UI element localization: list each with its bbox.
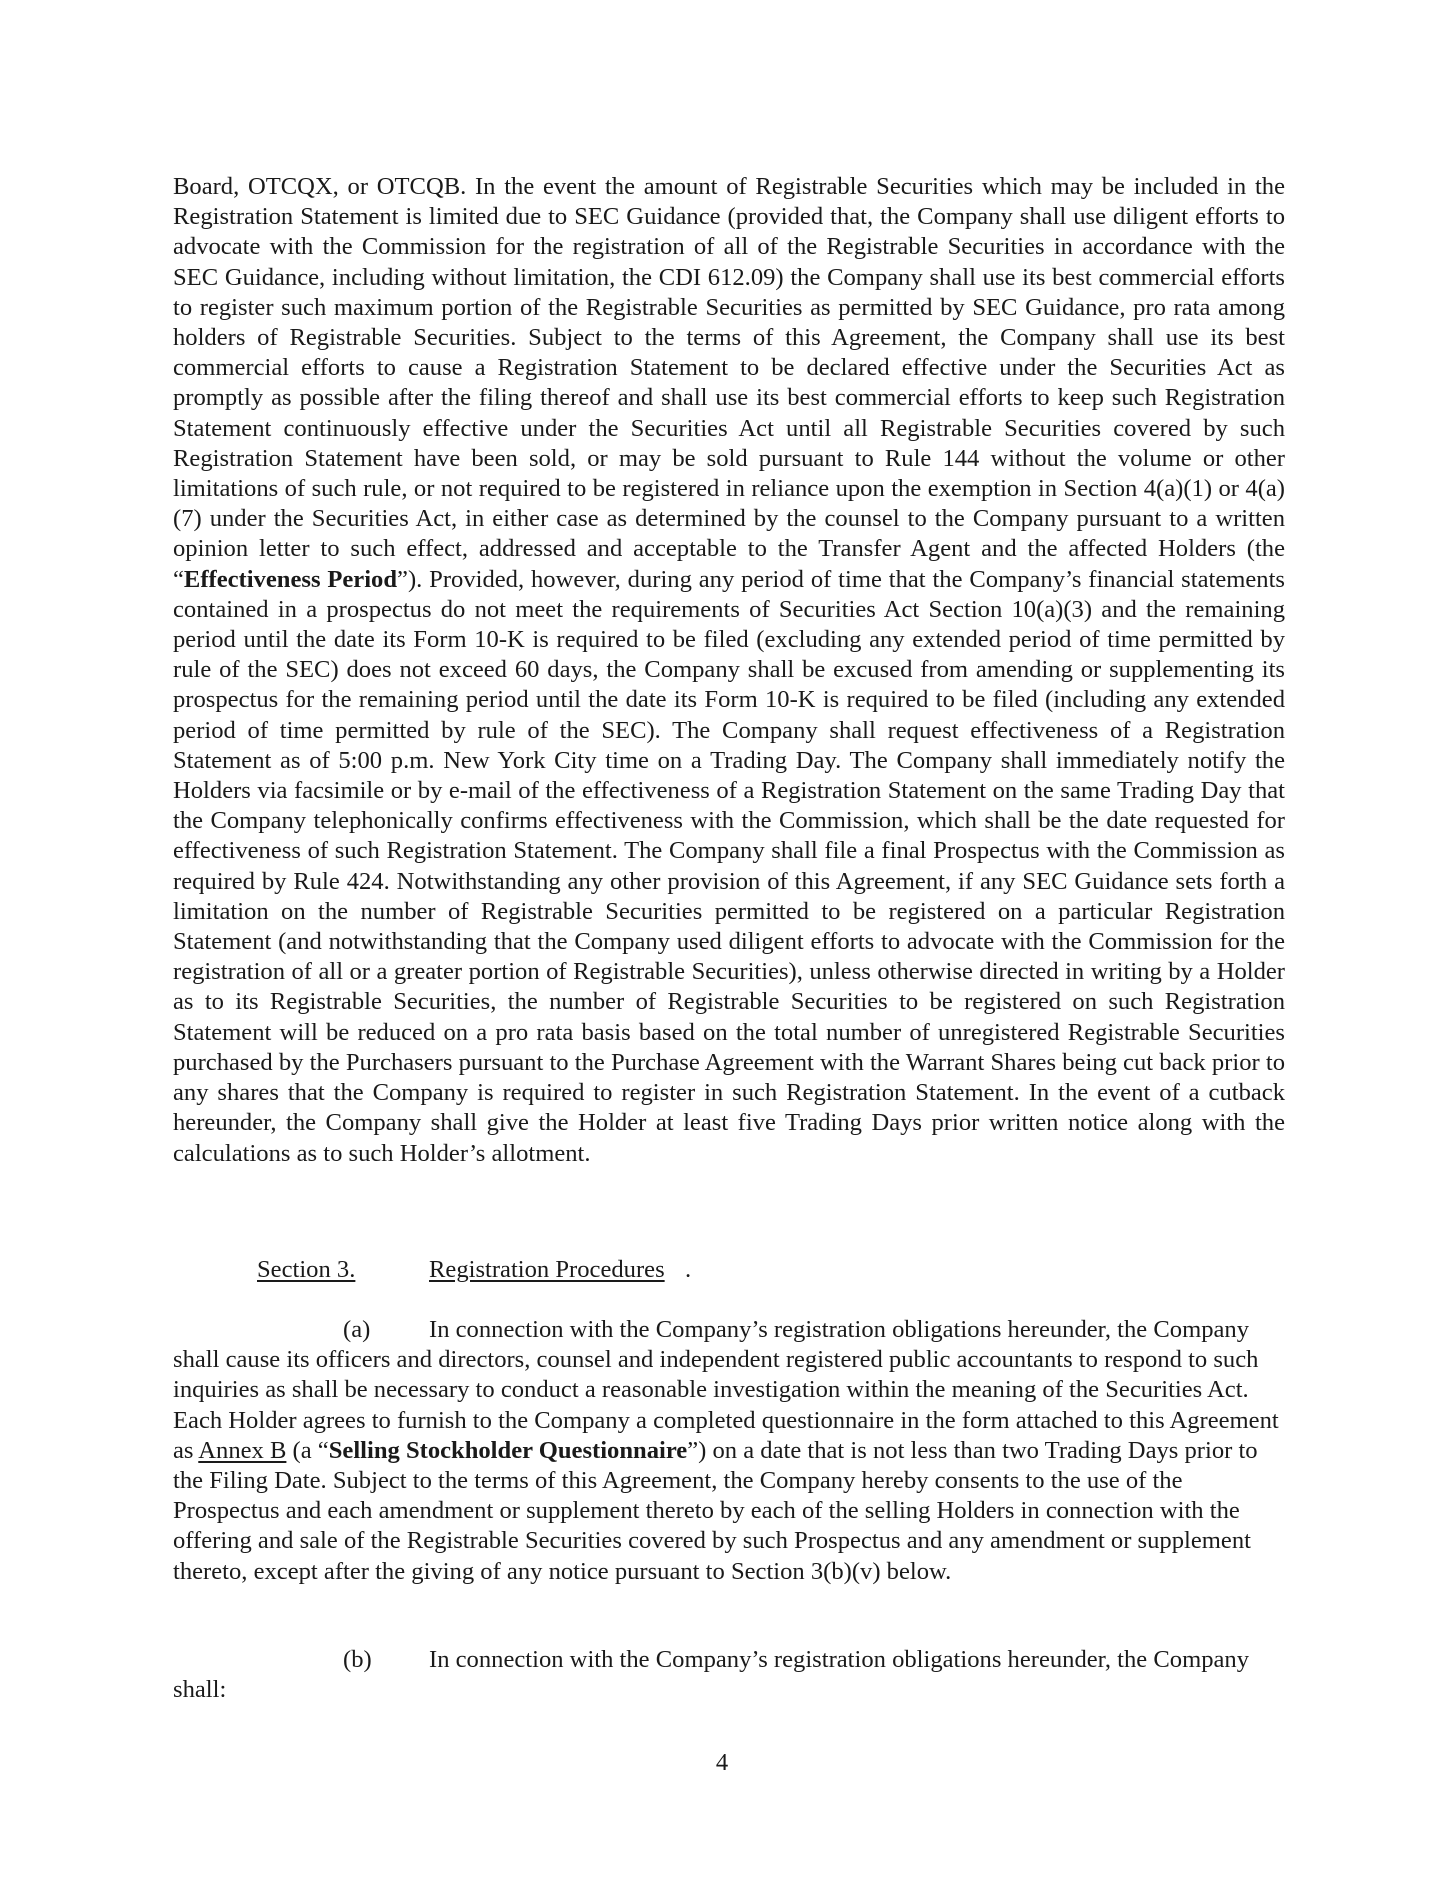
main-paragraph-text-end: ”). Provided, however, during any period of time that the Company’s financial statements contained in a prospectus do not meet the requirements of Securities Act Section 10(a)(3) and the remaining period until the date its Form 10-K is required to be filed (excluding any extended period of time permitted by rule of the SEC) does not exceed 60 days, the Company shall be excused from amending or supplementing its prospectus for the remaining period until the date its Form 10-K is required to be filed (including any extended period of time permitted by rule of the SEC). The Company shall request effectiveness of a Registration Statement as of 5:00 p.m. New York City time on a Trading Day. The Company shall immediately notify the Holders via facsimile or by e-mail of the effectiveness of a Registration Statement on the same Trading Day that the Company telephonically confirms effectiveness with the Commission, which shall be the date requested for effectiveness of such Registration Statement. The Company shall file a final Prospectus with the Commission as required by Rule 424. Notwithstanding any other provision of this Agreement, if any SEC Guidance sets forth a limitation on the number of Registrable Securities permitted to be registered on a particular Registration Statement (and notwithstanding that the Company used diligent efforts to advocate with the Commission for the registration of all or a greater portion of Registrable Securities), unless otherwise directed in writing by a Holder as to its Registrable Securities, the number of Registrable Securities to be registered on such Registration Statement will be reduced on a pro rata basis based on the total number of unregistered Registrable Securities purchased by the Purchasers pursuant to the Purchase Agreement with the Warrant Shares being cut back prior to any shares that the Company is required to register in such Registration Statement. In the event of a cutback hereunder, the Company shall give the Holder at least five Trading Days prior written notice along with the calculations as to such Holder’s allotment. (173, 565, 1285, 1167)
subsection-a-text-middle: (a “ (286, 1436, 329, 1464)
section-title-period: . (685, 1256, 692, 1283)
section-title-text: Registration Procedures (429, 1256, 665, 1283)
annex-b-reference: Annex B (198, 1436, 287, 1464)
section-number: Section 3. (257, 1256, 356, 1283)
page-number: 4 (715, 1749, 729, 1776)
subsection-b-label: (b) (343, 1646, 372, 1673)
subsection-b-paragraph (173, 1645, 1283, 1705)
subsection-a-label: (a) (343, 1316, 371, 1343)
section-title (429, 1255, 665, 1285)
subsection-a-text-start: In connection with the Company’s registration obligations hereunder, the Company shall cause its officers and directors, counsel and independent registered public accountants to respond to such inquiries as shall be necessary to conduct a reasonable investigation within the meaning of the Securities Act. Each Holder agrees to furnish to the Company a completed questionnaire in the form attached to this Agreement as (173, 1316, 1279, 1464)
selling-stockholder-questionnaire-term: Selling Stockholder Questionnaire (328, 1436, 688, 1464)
main-paragraph-text-start: Board, OTCQX, or OTCQB. In the event the amount of Registrable Securities which may be included in the Registration Statement is limited due to SEC Guidance (provided that, the Company shall use diligent efforts to advocate with the Commission for the registration of all of the Registrable Securities in accordance with the SEC Guidance, including without limitation, the CDI 612.09) the Company shall use its best commercial efforts to register such maximum portion of the Registrable Securities as permitted by SEC Guidance, pro rata among holders of Registrable Securities. Subject to the terms of this Agreement, the Company shall use its best commercial efforts to cause a Registration Statement to be declared effective under the Securities Act as promptly as possible after the filing thereof and shall use its best commercial efforts to keep such Registration Statement continuously effective under the Securities Act until all Registrable Securities covered by such Registration Statement have been sold, or may be sold pursuant to Rule 144 without the volume or other limitations of such rule, or not required to be registered in reliance upon the exemption in Section 4(a)(1) or 4(a)(7) under the Securities Act, in either case as determined by the counsel to the Company pursuant to a written opinion letter to such effect, addressed and acceptable to the Transfer Agent and the affected Holders (the “ (173, 173, 1285, 593)
subsection-a-paragraph (173, 1315, 1283, 1587)
subsection-b-text: In connection with the Company’s registration obligations hereunder, the Company shall: (173, 1646, 1249, 1704)
main-paragraph (173, 172, 1285, 1169)
section-3-heading (257, 1255, 1157, 1285)
effectiveness-period-term: Effectiveness Period (183, 565, 398, 593)
subsection-a-text-end: ”) on a date that is not less than two Trading Days prior to the Filing Date. Subject to the terms of this Agreement, the Company hereby consents to the use of the Prospectus and each amendment or supplement thereto by each of the selling Holders in connection with the offering and sale of the Registrable Securities covered by such Prospectus and any amendment or supplement thereto, except after the giving of any notice pursuant to Section 3(b)(v) below. (173, 1436, 1258, 1585)
